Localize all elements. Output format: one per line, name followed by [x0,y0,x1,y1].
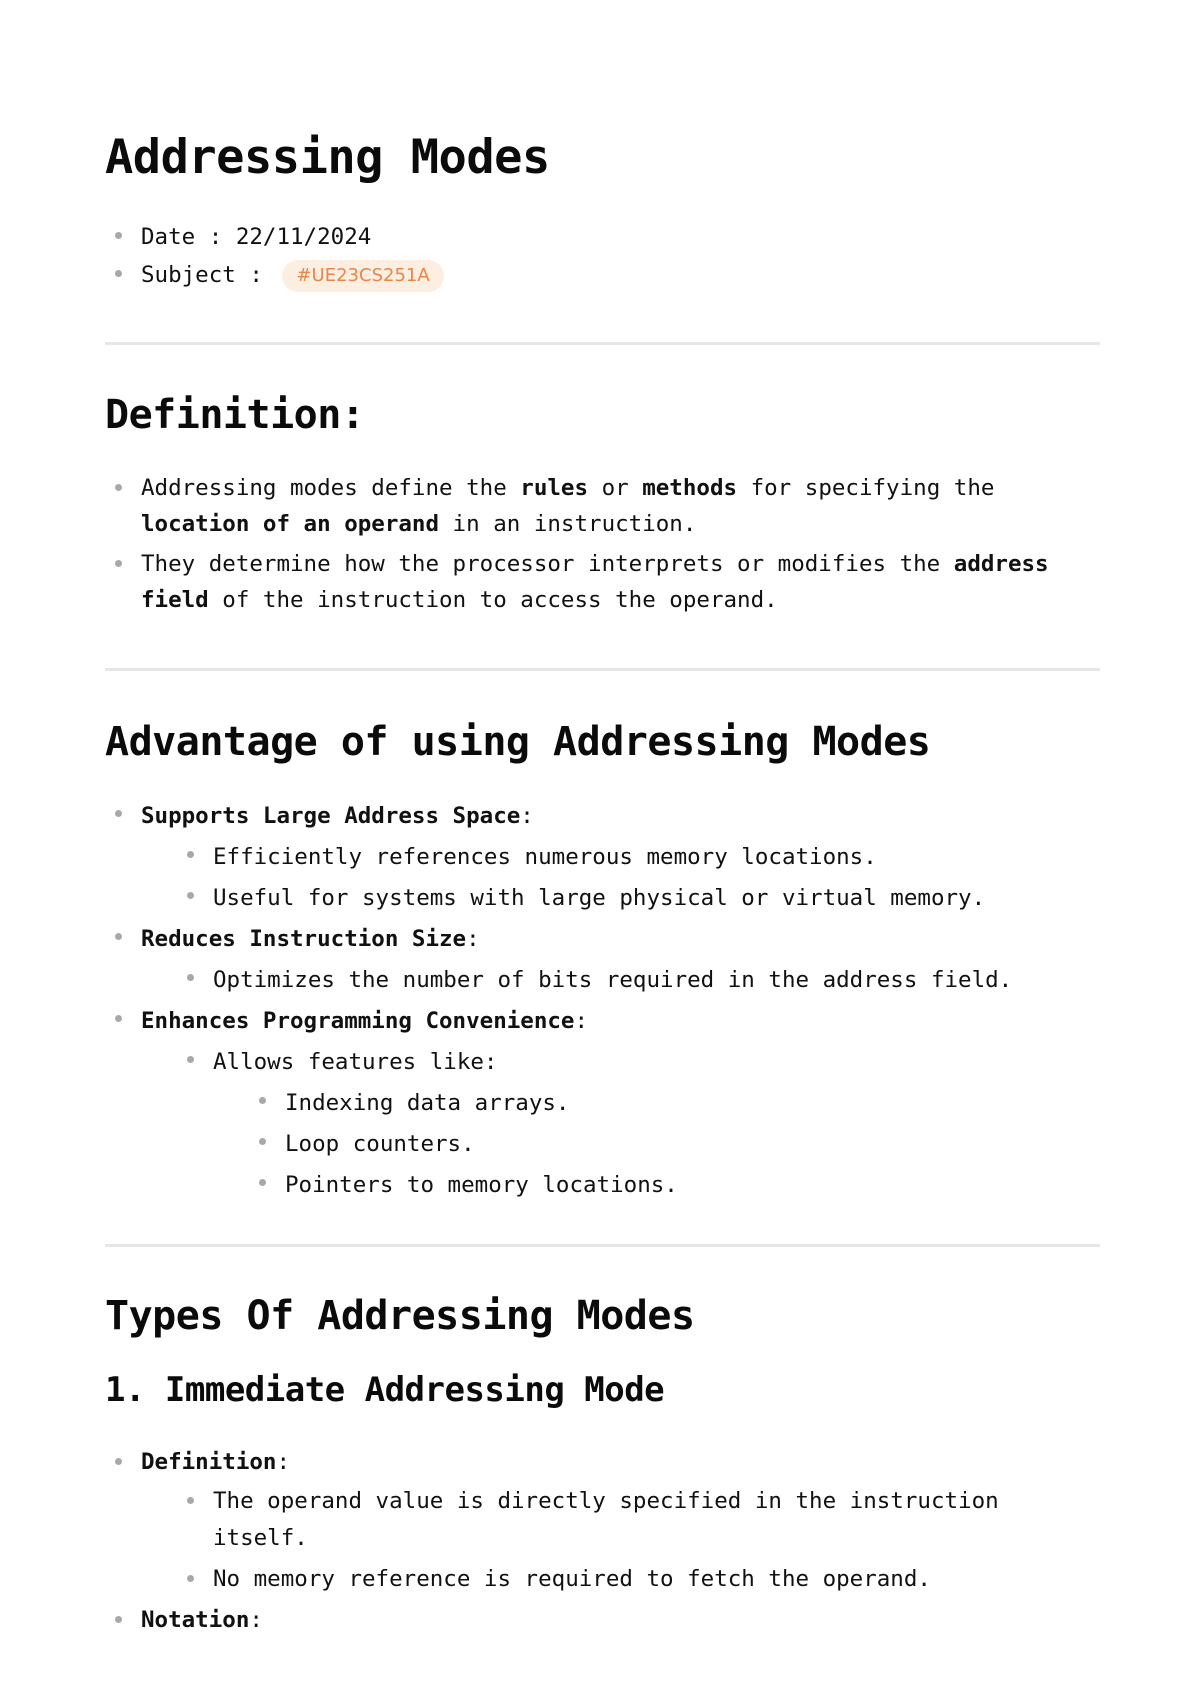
list-item: Pointers to memory locations. [249,1165,1100,1206]
list-item: Loop counters. [249,1124,1100,1165]
definition-list [105,470,1100,618]
list-item: No memory reference is required to fetch the operand. [177,1561,1100,1598]
page-title: Addressing Modes [105,130,550,185]
advantages-list [105,796,1100,1206]
list-item: The operand value is directly specified in the instruction itself. [177,1483,1100,1557]
divider [105,342,1100,345]
list-item: Enhances Programming Convenience: Allows features like: Indexing data arrays. Loop counters. Pointers to memory locations. [105,1001,1100,1206]
immediate-mode-list [105,1444,1100,1639]
meta-date: Date : 22/11/2024 [105,218,1100,256]
list-item: Optimizes the number of bits required in the address field. [177,960,1100,1001]
meta-list [105,218,1100,294]
advantages-heading: Advantage of using Addressing Modes [105,719,931,765]
list-item: Allows features like: Indexing data arrays. Loop counters. Pointers to memory locations. [177,1042,1100,1206]
list-item: Supports Large Address Space: Efficiently references numerous memory locations. Useful for systems with large physical or virtual memory. [105,796,1100,919]
types-heading: Types Of Addressing Modes [105,1293,695,1339]
list-item: Definition: The operand value is directly specified in the instruction itself. No memory reference is required to fetch the operand. [105,1444,1100,1598]
list-item: Addressing modes define the rules or methods for specifying the location of an operand in an instruction. [105,470,1100,542]
list-item: They determine how the processor interprets or modifies the address field of the instruction to access the operand. [105,546,1100,618]
subject-tag[interactable]: #UE23CS251A [282,260,443,292]
meta-subject: Subject : #UE23CS251A [105,256,1100,294]
list-item: Useful for systems with large physical or virtual memory. [177,878,1100,919]
list-item: Efficiently references numerous memory locations. [177,837,1100,878]
divider [105,668,1100,671]
definition-heading: Definition: [105,392,365,438]
immediate-mode-heading: 1. Immediate Addressing Mode [105,1370,665,1410]
list-item: Reduces Instruction Size: Optimizes the number of bits required in the address field. [105,919,1100,1001]
list-item: Indexing data arrays. [249,1083,1100,1124]
divider [105,1244,1100,1247]
list-item: Notation: [105,1602,1100,1639]
